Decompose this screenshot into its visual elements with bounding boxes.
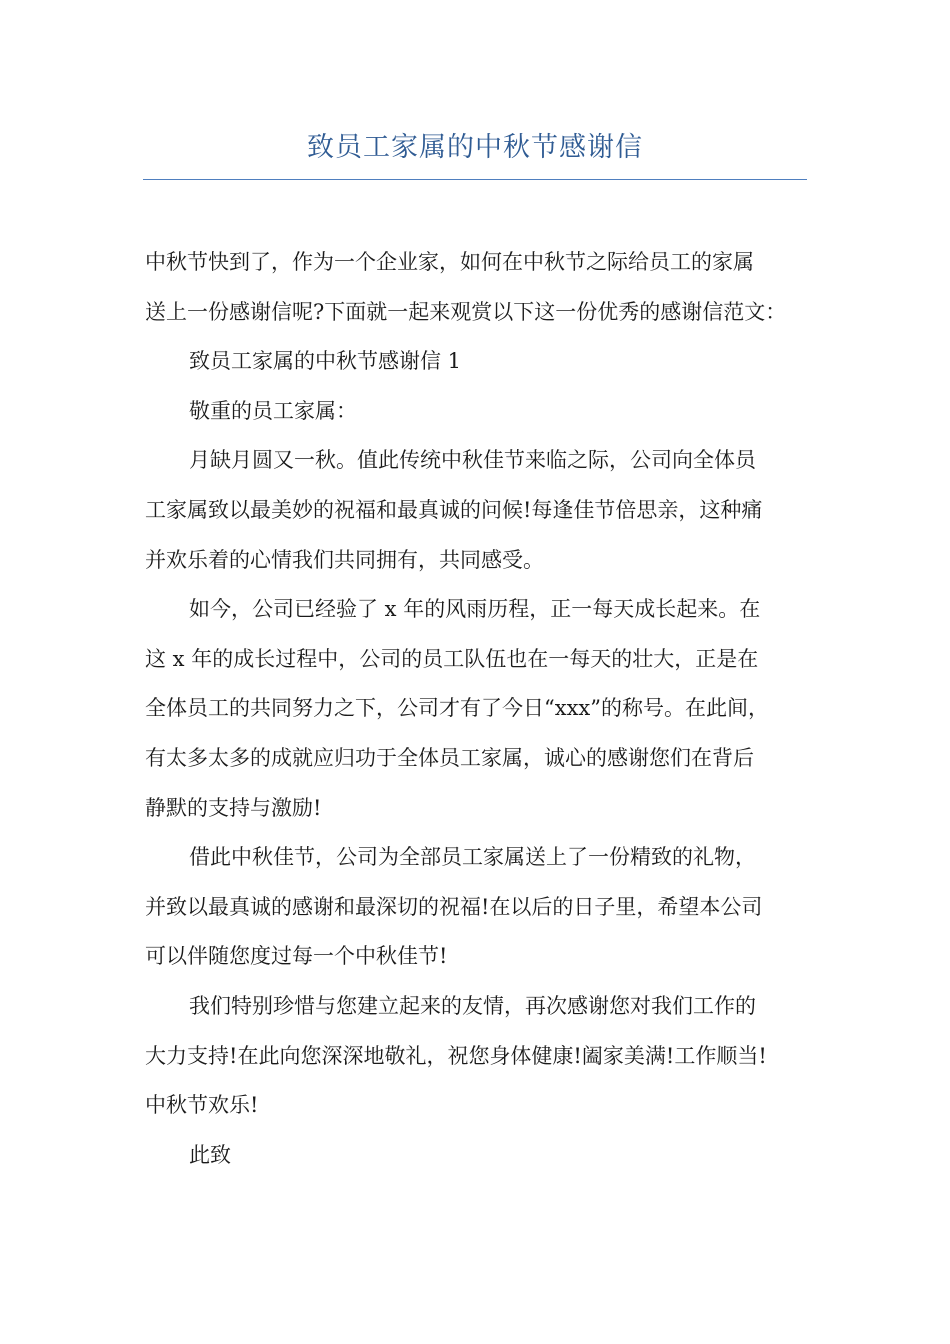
body-line-10: 全体员工的共同努力之下，公司才有了今日“xxx”的称号。在此间， [145, 696, 769, 721]
body-line-9: 这 x 年的成长过程中，公司的员工队伍也在一每天的壮大，正是在 [145, 646, 759, 671]
salutation: 敬重的员工家属： [189, 398, 357, 423]
title-underline [143, 179, 807, 180]
body-line-5: 月缺月圆又一秋。值此传统中秋佳节来临之际，公司向全体员 [189, 448, 756, 473]
body-line-13: 借此中秋佳节，公司为全部员工家属送上了一份精致的礼物， [189, 845, 756, 870]
body-line-18: 中秋节欢乐! [145, 1093, 259, 1118]
body-line-7: 并欢乐着的心情我们共同拥有，共同感受。 [145, 547, 544, 572]
body-line-1: 中秋节快到了，作为一个企业家，如何在中秋节之际给员工的家属 [145, 250, 754, 274]
body-line-14: 并致以最真诚的感谢和最深切的祝福!在以后的日子里，希望本公司 [145, 894, 763, 919]
body-line-12: 静默的支持与激励! [145, 795, 322, 820]
body-line-16: 我们特别珍惜与您建立起来的友情，再次感谢您对我们工作的 [189, 993, 756, 1018]
body-line-3: 致员工家属的中秋节感谢信 1 [189, 349, 462, 374]
closing-line: 此致 [189, 1142, 231, 1167]
body-line-8: 如今，公司已经验了 x 年的风雨历程，正一每天成长起来。在 [189, 597, 761, 622]
document-body [145, 238, 825, 1180]
document-title: 致员工家属的中秋节感谢信 [307, 132, 643, 163]
body-line-2: 送上一份感谢信呢?下面就一起来观赏以下这一份优秀的感谢信范文： [145, 299, 787, 324]
body-line-6: 工家属致以最美妙的祝福和最真诚的问候!每逢佳节倍思亲，这种痛 [145, 497, 763, 522]
body-line-11: 有太多太多的成就应归功于全体员工家属，诚心的感谢您们在背后 [145, 745, 754, 770]
body-line-15: 可以伴随您度过每一个中秋佳节! [145, 944, 448, 969]
body-line-17: 大力支持!在此向您深深地敬礼，祝您身体健康!阖家美满!工作顺当! [145, 1043, 767, 1068]
